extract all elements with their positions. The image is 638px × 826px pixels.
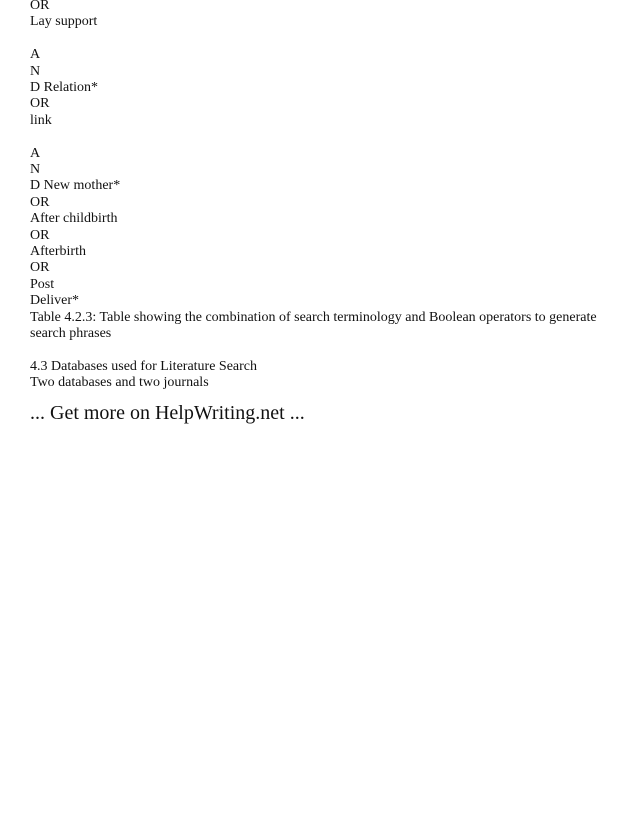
- section-text: Two databases and two journals: [30, 375, 209, 391]
- search-term: Deliver*: [30, 293, 79, 309]
- boolean-operator: OR: [30, 0, 50, 13]
- search-terms-block-2: [30, 47, 610, 129]
- boolean-operator: OR: [30, 194, 50, 210]
- boolean-operator: OR: [30, 227, 50, 243]
- search-term: Post: [30, 276, 55, 292]
- search-term: link: [30, 112, 52, 128]
- boolean-letter: N: [30, 63, 41, 79]
- search-terms-block-1: [30, 0, 610, 31]
- boolean-letter: N: [30, 162, 41, 178]
- search-terms-block-3: [30, 146, 610, 310]
- boolean-letter: A: [30, 47, 41, 63]
- boolean-operator: OR: [30, 260, 50, 276]
- section-heading: 4.3 Databases used for Literature Search: [30, 358, 258, 374]
- get-more-link[interactable]: ... Get more on HelpWriting.net ...: [30, 401, 305, 424]
- search-term: D New mother*: [30, 178, 121, 194]
- search-term: D Relation*: [30, 80, 99, 96]
- search-term: Afterbirth: [30, 244, 86, 260]
- document-page: [30, 0, 610, 425]
- section-4-3: [30, 359, 610, 392]
- boolean-letter: A: [30, 145, 41, 161]
- search-term: Lay support: [30, 14, 98, 30]
- boolean-operator: OR: [30, 96, 50, 112]
- search-term: After childbirth: [30, 211, 118, 227]
- table-caption: Table 4.2.3: Table showing the combination of search terminology and Boolean operators to generate search phrases: [30, 309, 597, 342]
